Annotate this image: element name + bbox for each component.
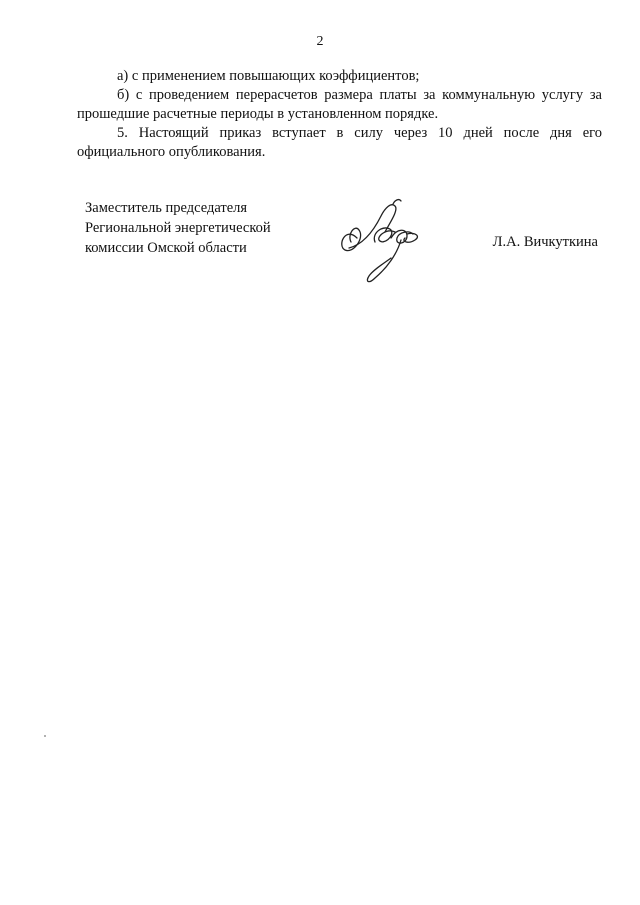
signer-title: Заместитель председателя Региональной энергетической комиссии Омской области	[85, 200, 271, 256]
page-number: 2	[316, 34, 324, 49]
paragraph-5: 5. Настоящий приказ вступает в силу через 10 дней после дня его официального опубликования.	[77, 125, 602, 160]
document-body	[77, 67, 602, 162]
list-item-a: а) с применением повышающих коэффициентов;	[117, 68, 420, 84]
list-item-b: б) с проведением перерасчетов размера платы за коммунальную услугу за прошедшие расчетные периоды в установленном порядке.	[77, 87, 602, 122]
signature-block	[85, 198, 605, 293]
signer-name: Л.А. Вичкуткина	[492, 234, 598, 250]
handwritten-signature	[335, 198, 430, 293]
scan-artifact-dot	[44, 735, 46, 737]
